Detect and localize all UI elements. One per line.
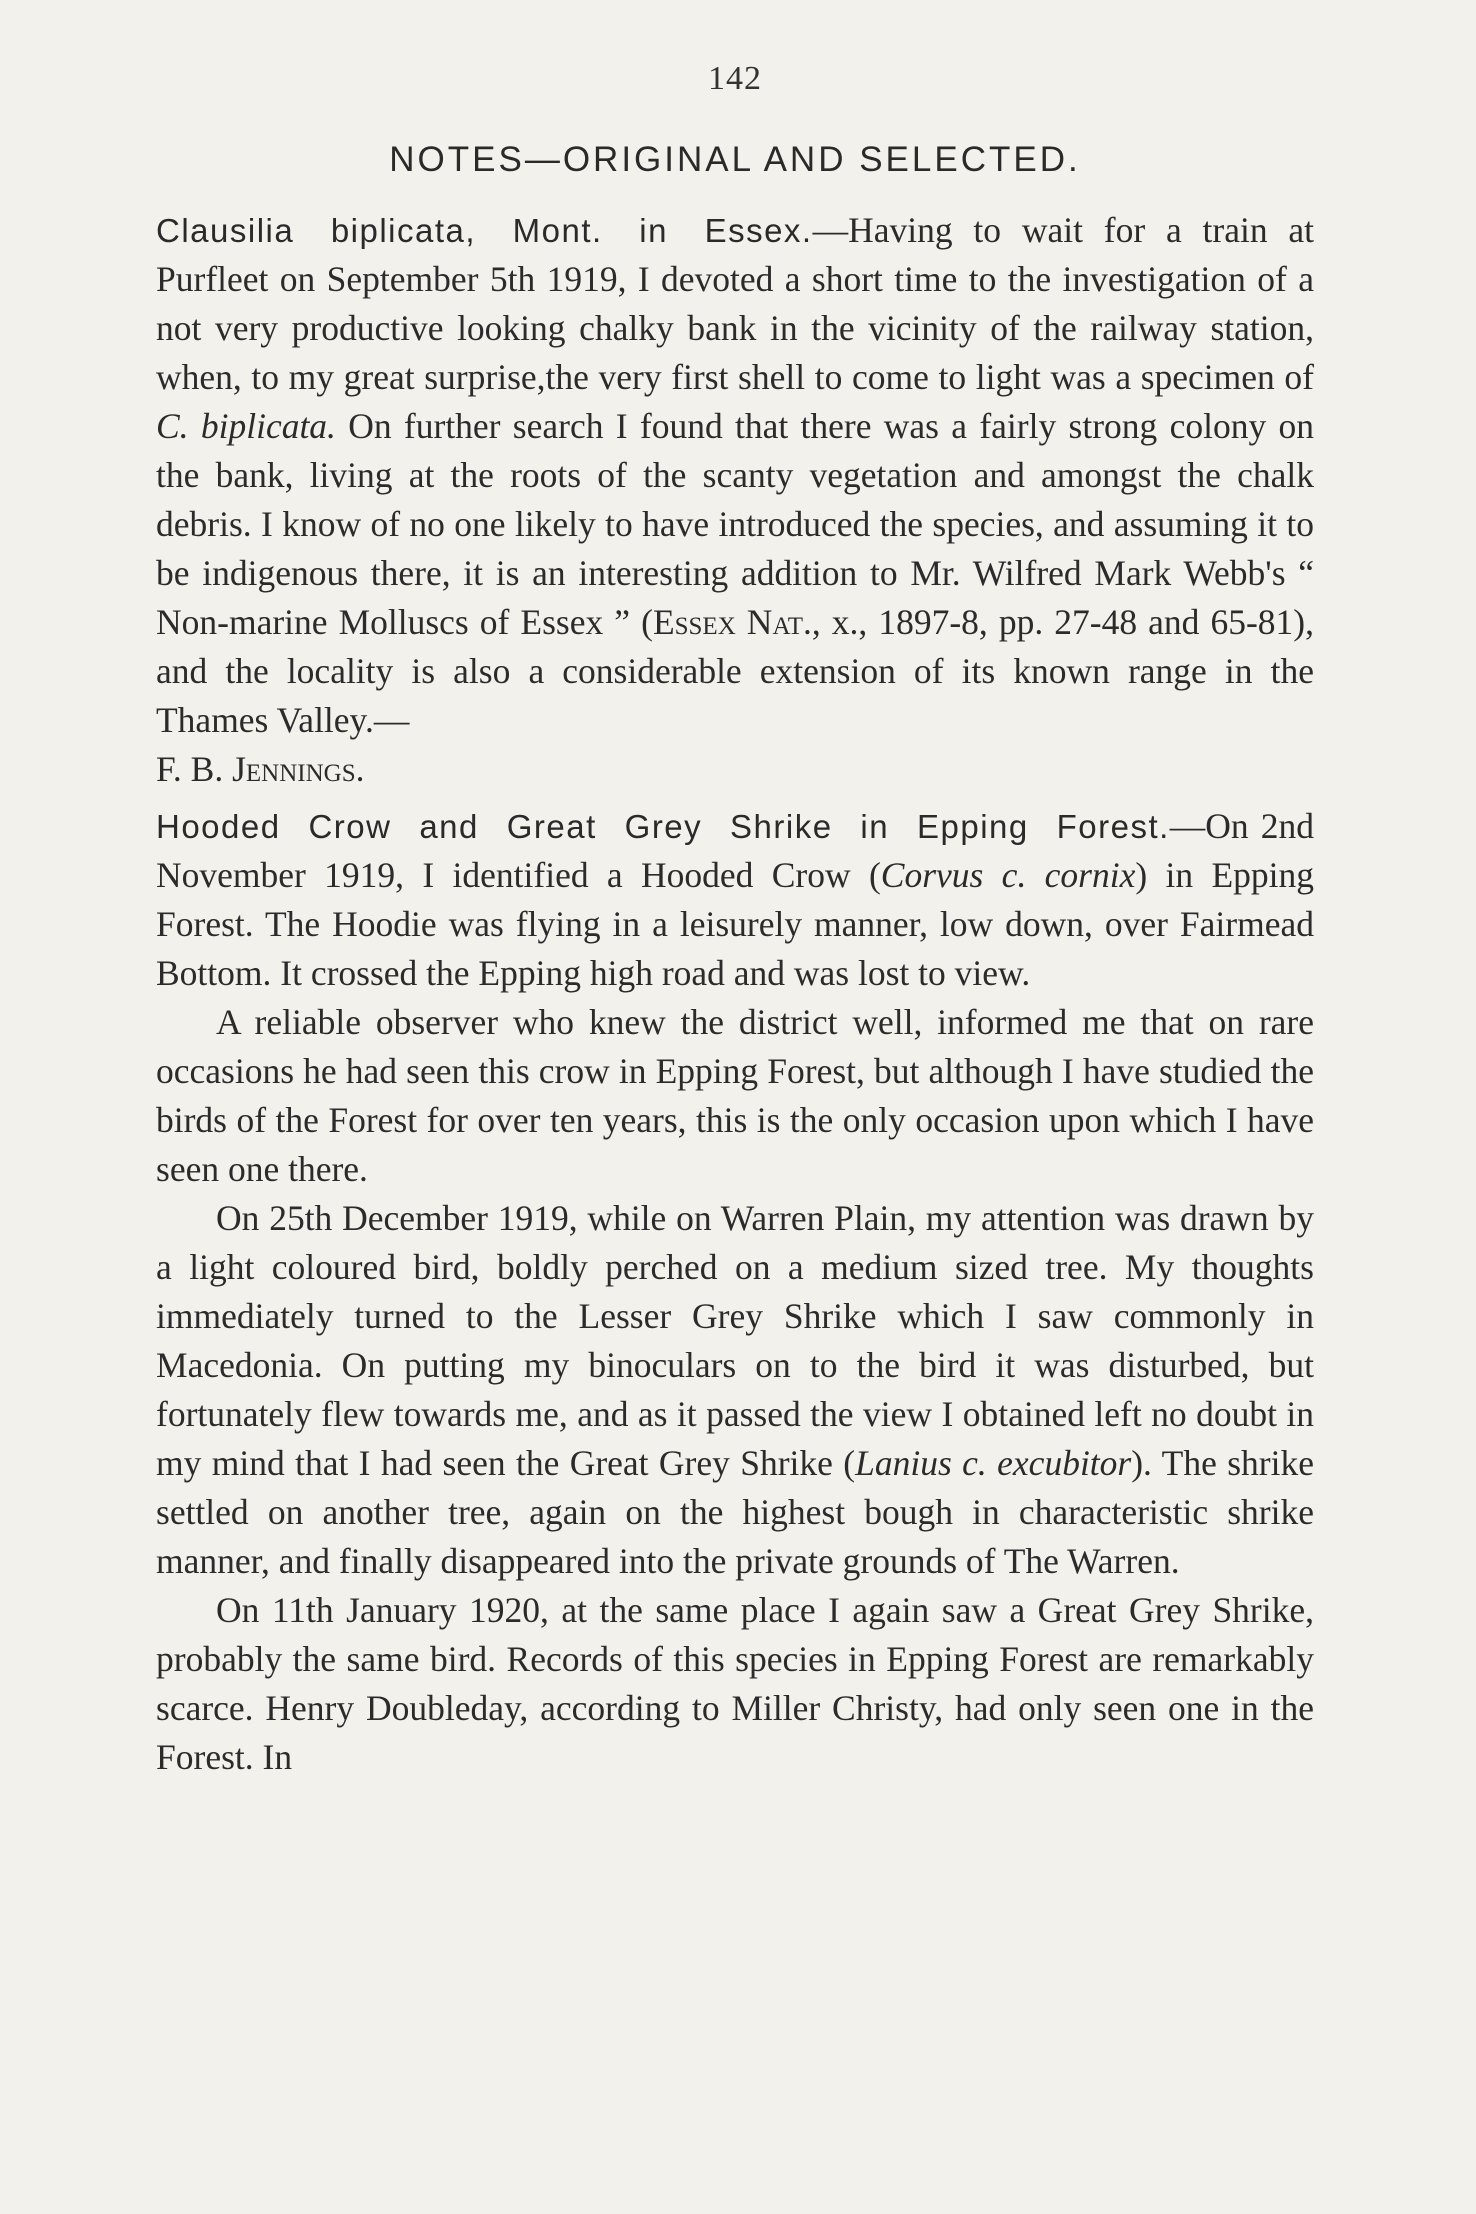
note-title-clausilia: Clausilia biplicata, Mont. in Essex. <box>156 212 813 249</box>
note-author: F. B. Jennings. <box>156 749 365 789</box>
note-clausilia-paragraph <box>156 206 1314 794</box>
note-crow-shrike-paragraph-3 <box>156 1194 1314 1586</box>
journal-name: Essex Nat. <box>652 602 812 642</box>
document-page <box>156 60 1314 1782</box>
note-text: —Having to wait for a train at Purfleet on September 5th 1919, I devoted a short time to the investigation of a not very productive looking chalky bank in the vicinity of the railway station, when, to my great surprise,the very first shell to come to light was a specimen of <box>156 210 1314 397</box>
species-name: C. biplicata. <box>156 406 336 446</box>
section-heading: NOTES—ORIGINAL AND SELECTED. <box>389 140 1081 179</box>
species-name: Lanius c. excubitor <box>855 1443 1132 1483</box>
note-text: ) in Epping Forest. The Hoodie was flying in a leisurely manner, low down, over Fairmead Bottom. It crossed the Epping high road and was lost to view. <box>156 855 1314 993</box>
note-crow-shrike-paragraph-4: On 11th January 1920, at the same place I again saw a Great Grey Shrike, probably the same bird. Records of this species in Epping Forest are remarkably scarce. Henry Doubleday, according to Miller Christy, had only seen one in the Forest. In <box>156 1590 1314 1777</box>
page-number: 142 <box>708 60 762 97</box>
note-text: —On 2nd November 1919, I identified a Hooded Crow ( <box>156 806 1315 895</box>
note-crow-shrike-paragraph-2: A reliable observer who knew the district well, informed me that on rare occasions he had seen this crow in Epping Forest, but although I have studied the birds of the Forest for over ten years, this is the only occasion upon which I have seen one there. <box>156 1002 1314 1189</box>
note-title-crow-shrike: Hooded Crow and Great Grey Shrike in Epping Forest. <box>156 808 1170 845</box>
species-name: Corvus c. cornix <box>880 855 1136 895</box>
note-text: On 25th December 1919, while on Warren Plain, my attention was drawn by a light coloured bird, boldly perched on a medium sized tree. My thoughts immediately turned to the Lesser Grey Shrike which I saw commonly in Macedonia. On putting my binoculars on to the bird it was disturbed, but fortunately flew towards me, and as it passed the view I obtained left no doubt in my mind that I had seen the Great Grey Shrike ( <box>156 1198 1314 1483</box>
note-text: ). The shrike settled on another tree, again on the highest bough in characteristic shrike manner, and finally disappeared into the private grounds of The Warren. <box>156 1443 1314 1581</box>
note-text: , x., 1897-8, pp. 27-48 and 65-81), and the locality is also a considerable extension of its known range in the Thames Valley.— <box>156 602 1314 740</box>
note-crow-shrike-paragraph-1 <box>156 802 1314 998</box>
note-text: On further search I found that there was a fairly strong colony on the bank, living at the roots of the scanty vegetation and amongst the chalk debris. I know of no one likely to have introduced the species, and assuming it to be indigenous there, it is an interesting addition to Mr. Wilfred Mark Webb's “ Non-marine Molluscs of Essex ” ( <box>156 406 1314 642</box>
